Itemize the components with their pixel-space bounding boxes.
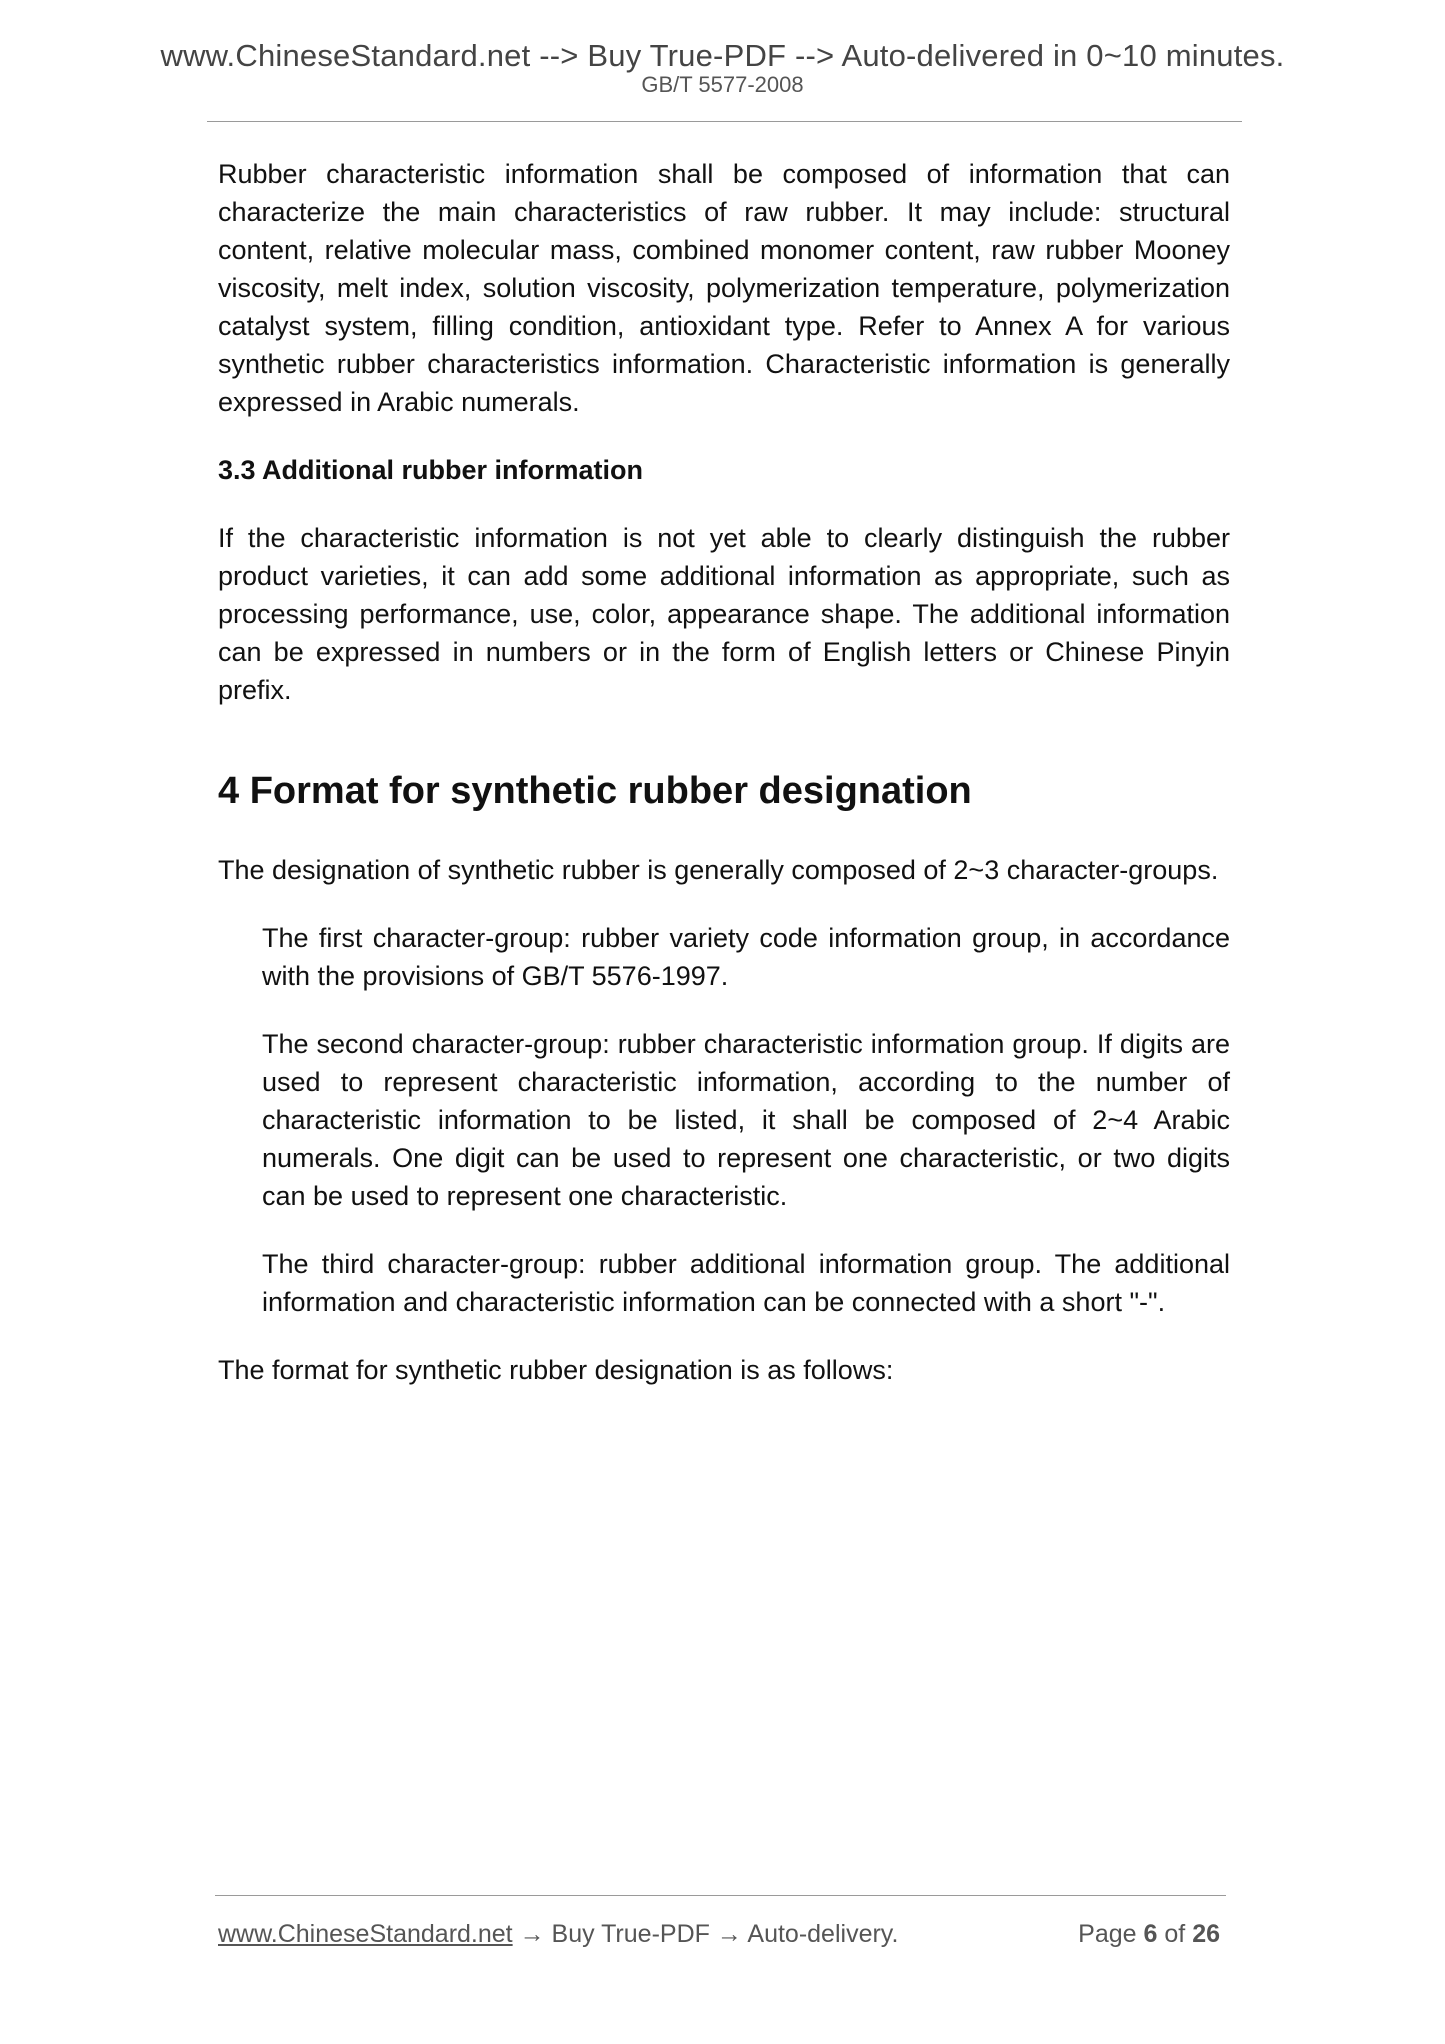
paragraph-format-intro: The format for synthetic rubber designation is as follows:: [218, 1355, 894, 1385]
page-total: 26: [1192, 1920, 1220, 1948]
section-heading-4: 4 Format for synthetic rubber designation: [218, 770, 972, 812]
paragraph-characteristic-info: Rubber characteristic information shall be composed of information that can characterize the main characteristics of raw rubber. It may include: structural content, relative molecular mass, combined monomer content, raw rubber Mooney viscosity, melt index, solution viscosity, polymerization temperature, polymerization catalyst system, filling condition, antioxidant type. Refer to Annex A for various synthetic rubber characteristics information. Characteristic information is generally expressed in Arabic numerals.: [218, 159, 1230, 417]
footer-promo-text: → Buy True-PDF → Auto-delivery.: [512, 1920, 899, 1948]
footer-divider: [215, 1895, 1226, 1896]
page-content: [218, 155, 1230, 1419]
paragraph-first-group: The first character-group: rubber variety code information group, in accordance with the provisions of GB/T 5576-1997.: [262, 923, 1230, 991]
page-label: Page: [1078, 1920, 1137, 1948]
paragraph-designation: The designation of synthetic rubber is generally composed of 2~3 character-groups.: [218, 855, 1219, 885]
paragraph-third-group: The third character-group: rubber additional information group. The additional information and characteristic information can be connected with a short "-".: [262, 1249, 1230, 1317]
section-heading-3-3: 3.3 Additional rubber information: [218, 455, 644, 485]
document-code: GB/T 5577-2008: [641, 72, 804, 97]
page-of-label: of: [1164, 1920, 1186, 1948]
page-indicator: [1078, 1917, 1220, 1951]
paragraph-second-group: The second character-group: rubber characteristic information group. If digits are used to represent characteristic information, according to the number of characteristic information to be listed, it shall be composed of 2~4 Arabic numerals. One digit can be used to represent one characteristic, or two digits can be used to represent one characteristic.: [262, 1029, 1230, 1211]
header-divider: [207, 121, 1242, 122]
footer-promo: [218, 1917, 898, 1951]
paragraph-additional-info: If the characteristic information is not yet able to clearly distinguish the rubber product varieties, it can add some additional information as appropriate, such as processing performance, use, color, appearance shape. The additional information can be expressed in numbers or in the form of English letters or Chinese Pinyin prefix.: [218, 523, 1230, 705]
page-current: 6: [1143, 1920, 1158, 1948]
footer-site-link[interactable]: www.ChineseStandard.net: [218, 1920, 513, 1948]
page-footer: [218, 1917, 1226, 1951]
site-banner: www.ChineseStandard.net --> Buy True-PDF --> Auto-delivered in 0~10 minutes.: [160, 38, 1285, 73]
